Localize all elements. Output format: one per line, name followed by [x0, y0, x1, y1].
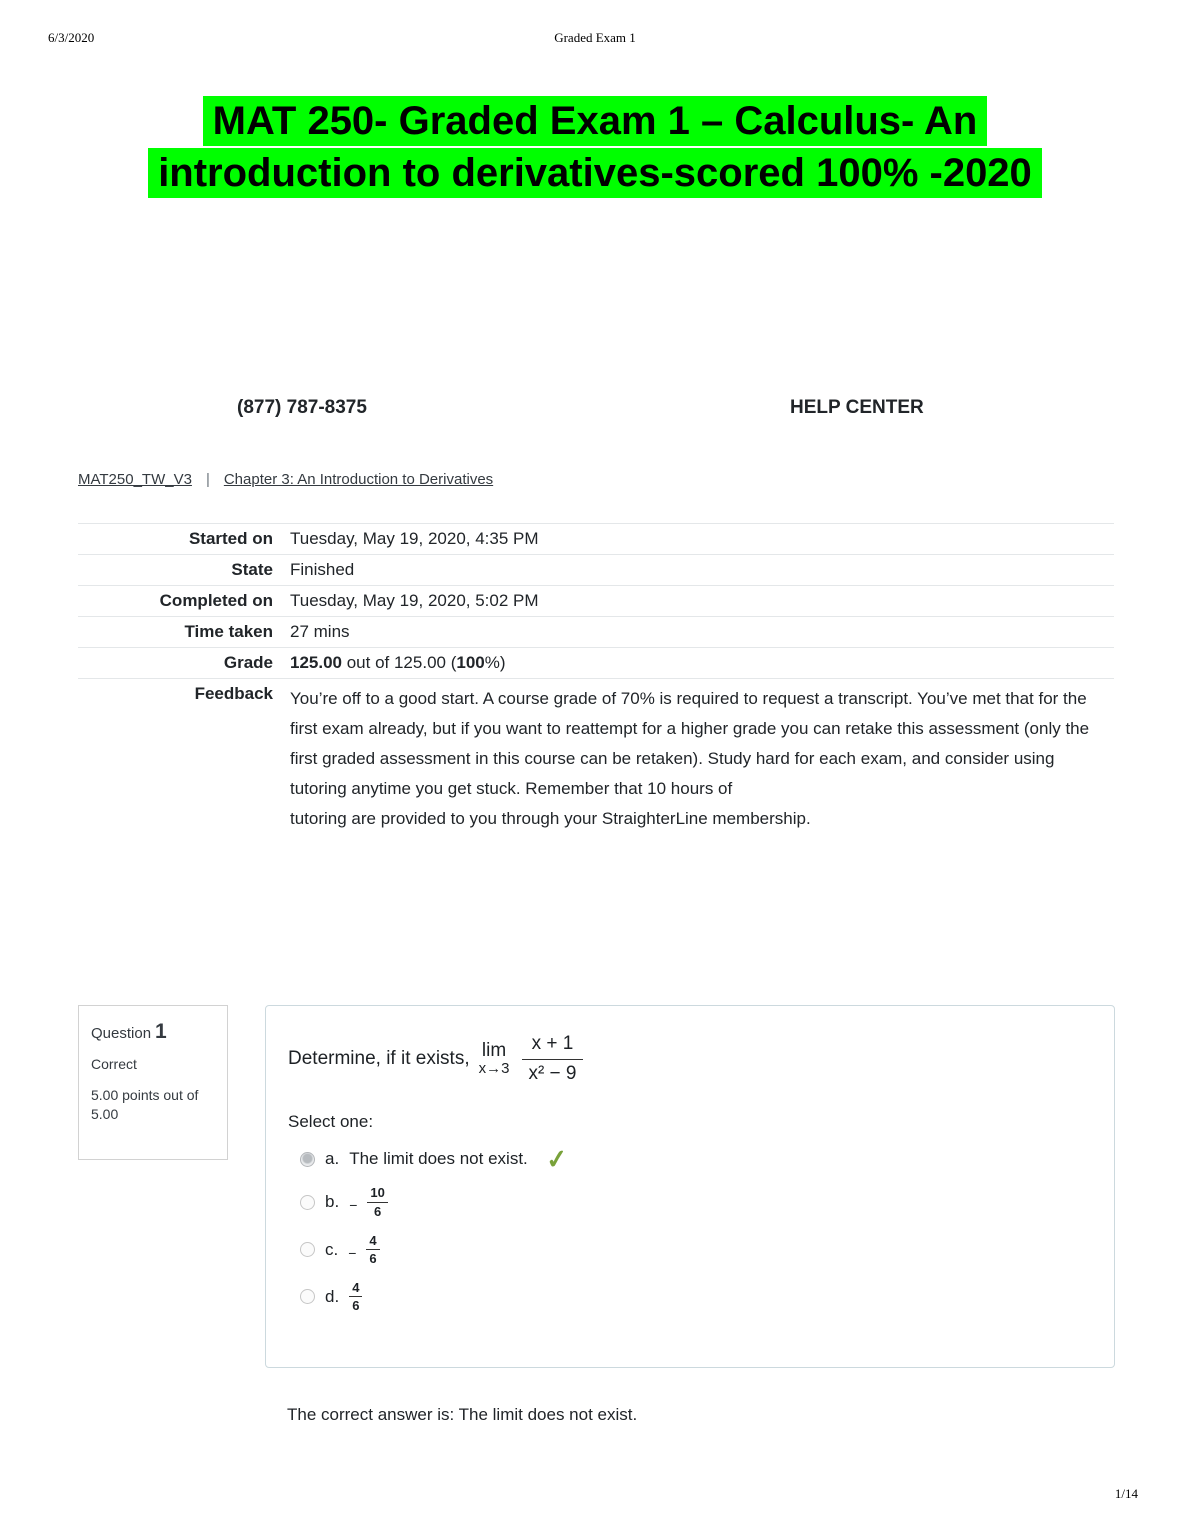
fraction-denominator: 6	[369, 1251, 377, 1267]
lim-subscript: x→3	[478, 1060, 510, 1078]
option-d-radio[interactable]	[300, 1289, 315, 1304]
question-number-line	[91, 1020, 215, 1044]
breadcrumb	[78, 471, 493, 488]
print-header-date: 6/3/2020	[48, 30, 95, 45]
grade-value	[290, 653, 1114, 673]
title-highlight: MAT 250- Graded Exam 1 – Calculus- An	[203, 96, 988, 146]
lim-word: lim	[481, 1040, 507, 1062]
option-letter: a.	[325, 1149, 340, 1169]
question-body	[265, 1005, 1115, 1368]
grade-score: 125.00	[290, 653, 342, 672]
summary-value: Finished	[290, 560, 355, 579]
option-b-radio[interactable]	[300, 1195, 315, 1210]
page-title-line-1	[0, 99, 1190, 144]
minus-sign: −	[349, 1197, 358, 1214]
feedback-text	[290, 684, 1098, 834]
summary-row-time-taken	[78, 616, 1114, 647]
attempt-summary-table	[78, 523, 1114, 839]
summary-row-completed-on	[78, 585, 1114, 616]
fraction-denominator: 6	[352, 1298, 360, 1314]
option-a-radio[interactable]	[300, 1152, 315, 1167]
fraction-numerator: 10	[367, 1185, 387, 1203]
option-letter: b.	[325, 1192, 340, 1212]
question-status-badge: Correct	[91, 1056, 137, 1072]
summary-row-started-on	[78, 523, 1114, 554]
summary-label: Feedback	[194, 684, 273, 703]
summary-row-state	[78, 554, 1114, 585]
option-a-row[interactable]	[300, 1143, 1092, 1176]
option-letter: c.	[325, 1239, 339, 1259]
summary-label: Completed on	[159, 591, 273, 610]
question-1-section	[78, 1005, 1115, 1368]
summary-value: 27 mins	[290, 622, 350, 641]
summary-label: Grade	[223, 653, 273, 672]
question-number: 1	[155, 1020, 167, 1043]
phone-number: (877) 787-8375	[237, 397, 367, 418]
feedback-paragraph: You’re off to a good start. A course grade of 70% is required to request a transcript. You’ve met that for the first exam already, but if you want to reattempt for a higher grade you can retake this assessment (only the first graded assessment in this course can be retaken). Study hard for each exam, and consider using tutoring anytime you get stuck. Remember that 10 hours of	[290, 689, 1090, 798]
feedback-paragraph: tutoring are provided to you through your StraighterLine membership.	[290, 809, 811, 828]
breadcrumb-separator: |	[205, 471, 210, 488]
summary-value: Tuesday, May 19, 2020, 4:35 PM	[290, 529, 539, 548]
minus-sign: −	[348, 1244, 357, 1261]
breadcrumb-chapter-link[interactable]: Chapter 3: An Introduction to Derivatives	[223, 471, 494, 488]
summary-label: State	[231, 560, 273, 579]
page-title	[0, 92, 1190, 203]
print-header-title: Graded Exam 1	[554, 30, 636, 45]
breadcrumb-course-link[interactable]: MAT250_TW_V3	[78, 471, 192, 488]
correct-answer-text: The correct answer is: The limit does not exist.	[287, 1405, 638, 1424]
limit-operator	[479, 1041, 510, 1077]
summary-label: Started on	[188, 529, 273, 548]
fraction-numerator: 4	[366, 1233, 379, 1251]
select-one-label: Select one:	[288, 1112, 374, 1132]
summary-row-feedback	[78, 678, 1114, 839]
option-fraction	[366, 1233, 379, 1267]
option-c-row[interactable]	[300, 1233, 1092, 1267]
question-points: 5.00 points out of 5.00	[91, 1087, 199, 1122]
limit-fraction	[518, 1032, 586, 1086]
prompt-text: Determine, if it exists,	[288, 1048, 470, 1070]
question-info-box	[78, 1005, 228, 1160]
correct-check-icon: ✓	[544, 1143, 570, 1176]
grade-percent: 100	[456, 653, 485, 672]
option-letter: d.	[325, 1286, 340, 1306]
option-text: The limit does not exist.	[349, 1149, 528, 1169]
summary-row-grade	[78, 647, 1114, 678]
option-c-radio[interactable]	[300, 1242, 315, 1257]
fraction-denominator: x² − 9	[528, 1062, 577, 1084]
fraction-denominator: 6	[373, 1203, 382, 1219]
page-number: 1/14	[1114, 1486, 1138, 1501]
question-prompt	[288, 1032, 1092, 1086]
option-fraction	[367, 1185, 387, 1219]
question-label: Question	[91, 1025, 152, 1042]
page-title-line-2	[0, 151, 1190, 196]
summary-label: Time taken	[184, 622, 273, 641]
option-d-row[interactable]	[300, 1280, 1092, 1314]
summary-value: Tuesday, May 19, 2020, 5:02 PM	[290, 591, 539, 610]
option-fraction	[349, 1280, 362, 1314]
fraction-numerator: 4	[349, 1280, 362, 1298]
options-list	[300, 1143, 1092, 1314]
option-b-row[interactable]	[300, 1185, 1092, 1219]
grade-middle-text: out of 125.00 (	[342, 653, 457, 672]
title-highlight: introduction to derivatives-scored 100% -2020	[148, 148, 1042, 198]
help-center-link[interactable]: HELP CENTER	[790, 397, 924, 418]
fraction-numerator: x + 1	[522, 1032, 584, 1060]
grade-suffix-text: %)	[484, 653, 506, 672]
